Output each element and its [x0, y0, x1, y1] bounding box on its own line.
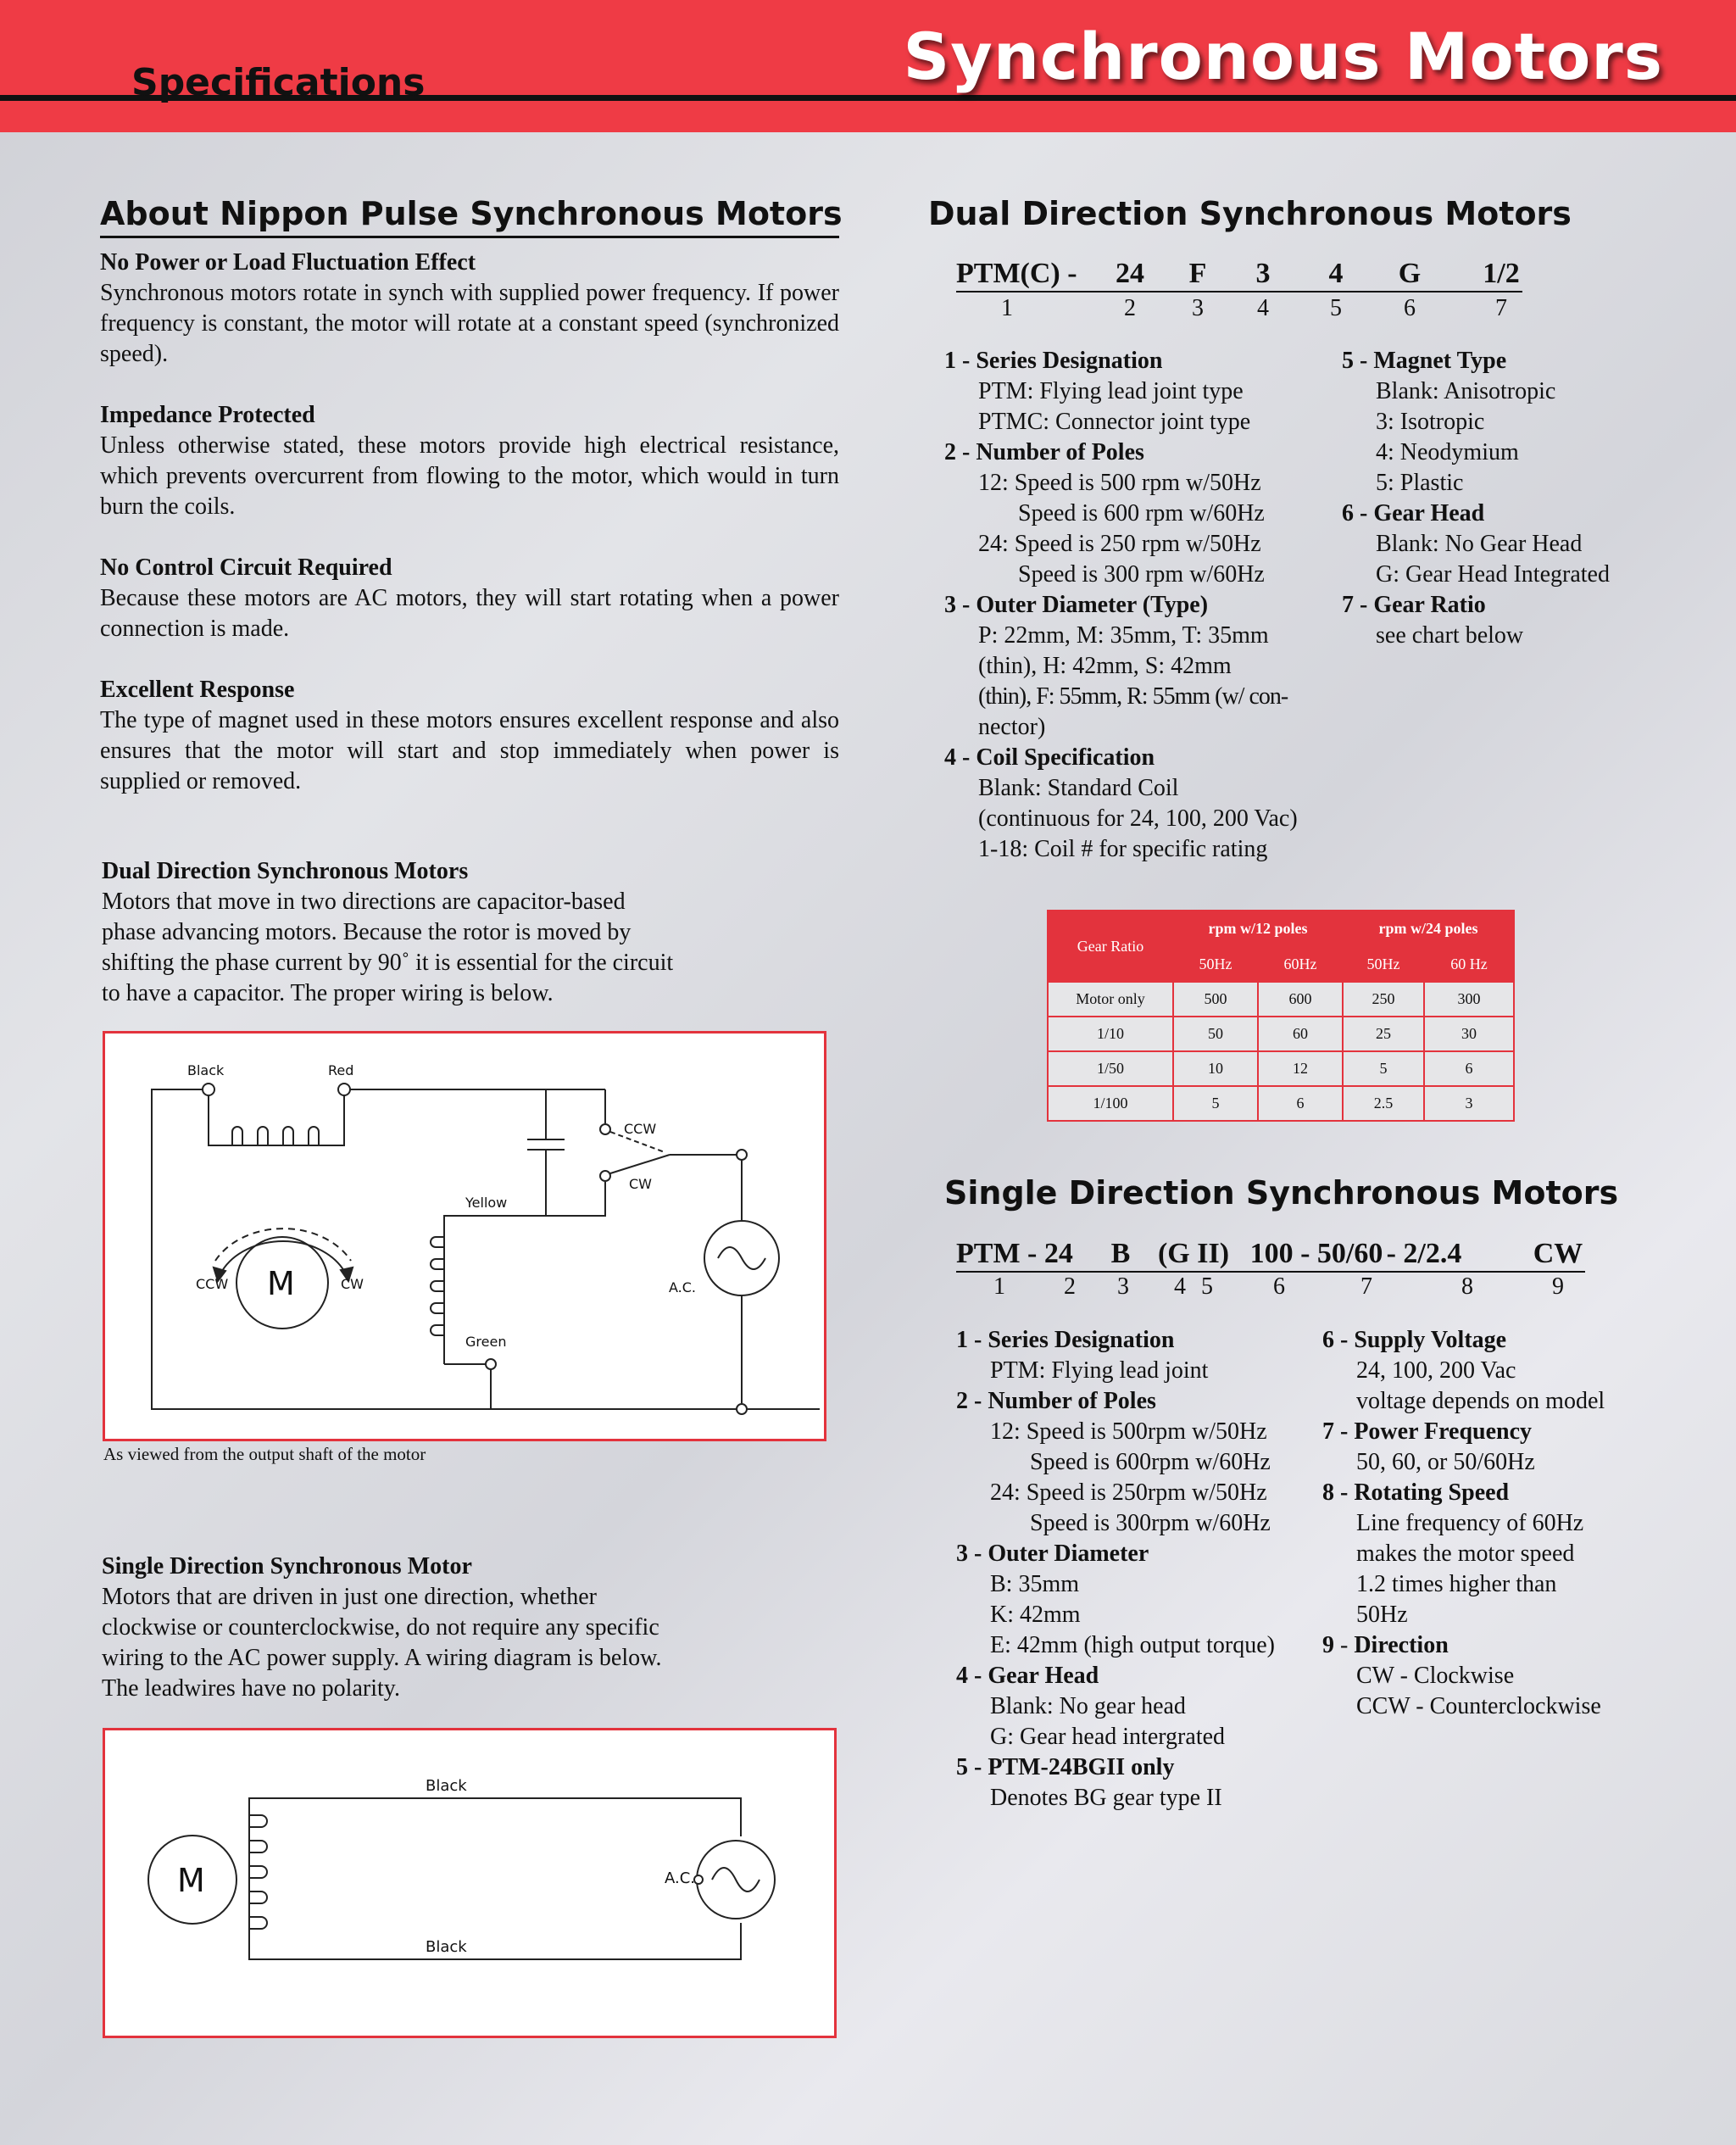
legend-item: PTM: Flying lead joint type — [978, 378, 1244, 404]
section-label: Specifications — [131, 61, 426, 104]
legend-heading — [1322, 1630, 1661, 1661]
label-red-lead: Red — [328, 1062, 354, 1078]
about-section — [100, 248, 839, 797]
about-item — [100, 553, 839, 644]
about-item-text: The type of magnet used in these motors ensures excellent response and also ensures that the motor will start and stop immediately when power is supplied or removed. — [100, 707, 839, 794]
label-ccw-rotation: CCW — [196, 1276, 229, 1292]
legend-item: CCW - Counterclockwise — [1356, 1693, 1601, 1719]
single-code-number: 3 — [1117, 1273, 1129, 1300]
legend-item: 24: Speed is 250rpm w/50Hz — [990, 1479, 1267, 1506]
about-item — [100, 400, 839, 522]
dual-code-part: F — [1188, 258, 1207, 289]
table-cell: 5 — [1173, 1086, 1258, 1121]
legend-item: E: 42mm (high output torque) — [990, 1632, 1275, 1658]
legend-item: 12: Speed is 500rpm w/50Hz — [990, 1418, 1267, 1445]
dual-intro-heading: Dual Direction Synchronous Motors — [102, 858, 469, 884]
table-cell: 6 — [1258, 1086, 1343, 1121]
about-item — [100, 675, 839, 797]
label-black-top: Black — [426, 1777, 467, 1795]
single-intro — [102, 1552, 678, 1704]
legend-item: (continuous for 24, 100, 200 Vac) — [978, 805, 1298, 832]
table-cell: 3 — [1424, 1086, 1514, 1121]
gear-table-subhead: 60Hz — [1258, 946, 1343, 982]
dual-code-part: G — [1398, 258, 1422, 289]
legend-item: Blank: No gear head — [990, 1693, 1186, 1719]
dual-intro-text: Motors that move in two directions are capacitor-based phase advancing motors. Because the rotor is moved by shifting the phase current by 90˚ it is essential for the circuit to have a capacitor. The proper wiring is below. — [102, 889, 674, 1006]
single-legend-left — [956, 1325, 1329, 1814]
legend-heading: 1 - Series Designation — [944, 348, 1163, 374]
table-row — [1048, 1017, 1514, 1051]
table-cell: 6 — [1424, 1051, 1514, 1086]
dual-code-part: 24 — [1116, 258, 1144, 289]
table-row — [1048, 1051, 1514, 1086]
legend-heading-sep: - — [1334, 1632, 1355, 1658]
table-cell: 25 — [1343, 1017, 1424, 1051]
label-ccw-switch: CCW — [624, 1121, 657, 1137]
table-cell: 10 — [1173, 1051, 1258, 1086]
table-cell: 1/10 — [1048, 1017, 1173, 1051]
dual-part-numbers — [956, 295, 1524, 326]
legend-item: (thin), F: 55mm, R: 55mm (w/ con- — [978, 683, 1288, 710]
legend-item: Blank: No Gear Head — [1376, 531, 1583, 557]
table-cell: 12 — [1258, 1051, 1343, 1086]
single-intro-text: Motors that are driven in just one direction, whether clockwise or counterclockwise, do not require any specific wiring to the AC power supply. A wiring diagram is below. The leadwires have no polarity. — [102, 1584, 662, 1702]
dual-intro — [102, 856, 678, 1009]
label-motor: M — [177, 1862, 205, 1899]
legend-item: Speed is 600 rpm w/60Hz — [1018, 500, 1265, 526]
dual-code-part: 3 — [1255, 258, 1271, 289]
single-code-part: 100 - 50/60 — [1249, 1238, 1383, 1269]
about-item — [100, 248, 839, 370]
about-item-text: Because these motors are AC motors, they will start rotating when a power connection is made. — [100, 585, 839, 642]
table-cell: 1/100 — [1048, 1086, 1173, 1121]
single-code-part: (G II) — [1157, 1238, 1230, 1269]
single-code-number: 7 — [1360, 1273, 1372, 1300]
legend-item: Denotes BG gear type II — [990, 1785, 1222, 1811]
gear-table-group-12: rpm w/12 poles — [1173, 911, 1343, 946]
dual-code-number: 3 — [1192, 295, 1204, 321]
dual-wiring-svg — [105, 1034, 824, 1439]
dual-code-number: 7 — [1495, 295, 1507, 321]
legend-item: makes the motor speed — [1356, 1540, 1575, 1567]
label-cw-rotation: CW — [341, 1276, 364, 1292]
single-wiring-svg — [105, 1730, 834, 2036]
dual-code-number: 4 — [1257, 295, 1269, 321]
legend-item: Speed is 300rpm w/60Hz — [1030, 1510, 1271, 1536]
legend-item: Speed is 300 rpm w/60Hz — [1018, 561, 1265, 588]
about-item-text: Synchronous motors rotate in synch with supplied power frequency. If power frequency is constant, the motor will rotate at a constant speed (synchronized speed). — [100, 280, 839, 367]
dual-legend-right — [1342, 346, 1664, 651]
legend-item: 4: Neodymium — [1376, 439, 1519, 465]
legend-heading: 6 - Gear Head — [1342, 500, 1485, 526]
legend-heading: 5 - PTM-24BGII only — [956, 1754, 1175, 1780]
legend-item: Blank: Anisotropic — [1376, 378, 1556, 404]
legend-heading: 4 - Coil Specification — [944, 744, 1155, 771]
legend-item: G: Gear head intergrated — [990, 1724, 1226, 1750]
table-cell: 2.5 — [1343, 1086, 1424, 1121]
legend-item: (thin), H: 42mm, S: 42mm — [978, 653, 1232, 679]
legend-heading: 5 - Magnet Type — [1342, 348, 1507, 374]
label-ac: A.C. — [665, 1869, 696, 1887]
gear-ratio-table — [1047, 910, 1515, 1122]
legend-heading: 3 - Outer Diameter — [956, 1540, 1149, 1567]
legend-item: 5: Plastic — [1376, 470, 1464, 496]
dual-code-part: 4 — [1328, 258, 1344, 289]
legend-item: Speed is 600rpm w/60Hz — [1030, 1449, 1271, 1475]
page-title: Synchronous Motors — [903, 19, 1663, 94]
table-cell: 50 — [1173, 1017, 1258, 1051]
legend-heading-number: 9 — [1322, 1632, 1334, 1658]
legend-item: 1-18: Coil # for specific rating — [978, 836, 1268, 862]
dual-code-number: 1 — [1001, 295, 1013, 321]
about-item-heading: No Power or Load Fluctuation Effect — [100, 249, 476, 276]
label-black-lead: Black — [187, 1062, 225, 1078]
legend-item: CW - Clockwise — [1356, 1663, 1515, 1689]
legend-heading: 7 - Power Frequency — [1322, 1418, 1533, 1445]
single-code-part: B — [1110, 1238, 1131, 1269]
about-item-heading: Excellent Response — [100, 677, 295, 703]
legend-heading: 2 - Number of Poles — [944, 439, 1144, 465]
legend-heading-label: Direction — [1354, 1632, 1449, 1658]
dual-code-part: PTM(C) - — [956, 258, 1077, 289]
dual-title: Dual Direction Synchronous Motors — [928, 195, 1572, 232]
single-code-number: 5 — [1201, 1273, 1213, 1300]
legend-heading: 7 - Gear Ratio — [1342, 592, 1486, 618]
table-cell: Motor only — [1048, 982, 1173, 1017]
dual-wiring-diagram — [103, 1031, 826, 1441]
single-code-number: 9 — [1552, 1273, 1564, 1300]
table-cell: 5 — [1343, 1051, 1424, 1086]
legend-item: B: 35mm — [990, 1571, 1080, 1597]
legend-item: 3: Isotropic — [1376, 409, 1485, 435]
label-cw-switch: CW — [629, 1176, 652, 1192]
legend-item: G: Gear Head Integrated — [1376, 561, 1610, 588]
dual-code-number: 5 — [1330, 295, 1342, 321]
single-legend-right — [1322, 1325, 1661, 1722]
single-part-numbers — [956, 1273, 1592, 1304]
about-item-heading: No Control Circuit Required — [100, 554, 392, 581]
single-code-number: 1 — [993, 1273, 1005, 1300]
legend-heading: 2 - Number of Poles — [956, 1388, 1156, 1414]
table-row — [1048, 982, 1514, 1017]
legend-heading: 8 - Rotating Speed — [1322, 1479, 1510, 1506]
single-code-underline — [956, 1271, 1585, 1273]
single-code-number: 2 — [1064, 1273, 1076, 1300]
legend-item: 24, 100, 200 Vac — [1356, 1357, 1516, 1384]
legend-item: P: 22mm, M: 35mm, T: 35mm — [978, 622, 1269, 649]
dual-part-code — [956, 258, 1524, 292]
legend-item: 24: Speed is 250 rpm w/50Hz — [978, 531, 1261, 557]
table-cell: 250 — [1343, 982, 1424, 1017]
legend-item: 50, 60, or 50/60Hz — [1356, 1449, 1535, 1475]
label-yellow-lead: Yellow — [465, 1195, 508, 1211]
gear-table-subhead: 50Hz — [1343, 946, 1424, 982]
single-code-part: - 2/2.4 — [1386, 1238, 1462, 1269]
legend-heading: 6 - Supply Voltage — [1322, 1327, 1507, 1353]
legend-heading: 3 - Outer Diameter (Type) — [944, 592, 1209, 618]
label-black-bottom: Black — [426, 1938, 467, 1956]
legend-item: Line frequency of 60Hz — [1356, 1510, 1584, 1536]
gear-table-corner: Gear Ratio — [1048, 911, 1173, 982]
about-title: About Nippon Pulse Synchronous Motors — [100, 195, 843, 232]
dual-code-underline — [956, 291, 1522, 292]
single-wiring-diagram — [103, 1728, 837, 2038]
label-ac: A.C. — [669, 1279, 697, 1295]
about-title-rule — [100, 236, 839, 238]
table-cell: 500 — [1173, 982, 1258, 1017]
gear-table-group-24: rpm w/24 poles — [1343, 911, 1514, 946]
single-code-number: 8 — [1461, 1273, 1473, 1300]
single-code-part: PTM - 24 — [956, 1238, 1073, 1269]
legend-heading: 4 - Gear Head — [956, 1663, 1099, 1689]
legend-heading: 1 - Series Designation — [956, 1327, 1175, 1353]
legend-item: PTM: Flying lead joint — [990, 1357, 1209, 1384]
gear-table-subhead: 50Hz — [1173, 946, 1258, 982]
single-code-number: 6 — [1273, 1273, 1285, 1300]
legend-item: 12: Speed is 500 rpm w/50Hz — [978, 470, 1261, 496]
legend-item: 50Hz — [1356, 1602, 1408, 1628]
single-code-part: CW — [1533, 1238, 1583, 1269]
single-intro-heading: Single Direction Synchronous Motor — [102, 1553, 472, 1580]
legend-item: Blank: Standard Coil — [978, 775, 1179, 801]
table-cell: 600 — [1258, 982, 1343, 1017]
single-code-number: 4 — [1174, 1273, 1186, 1300]
single-title: Single Direction Synchronous Motors — [944, 1174, 1619, 1212]
label-green-lead: Green — [465, 1334, 507, 1350]
legend-item: PTMC: Connector joint type — [978, 409, 1251, 435]
dual-code-part: 1/2 — [1483, 258, 1520, 289]
about-item-text: Unless otherwise stated, these motors provide high electrical resistance, which prevents overcurrent from flowing to the motor, which would in turn burn the coils. — [100, 432, 839, 520]
legend-item: see chart below — [1376, 622, 1524, 649]
legend-item: 1.2 times higher than — [1356, 1571, 1557, 1597]
legend-item: K: 42mm — [990, 1602, 1081, 1628]
legend-item: voltage depends on model — [1356, 1388, 1605, 1414]
about-item-heading: Impedance Protected — [100, 402, 315, 428]
gear-table-subhead: 60 Hz — [1424, 946, 1514, 982]
dual-legend-left — [944, 346, 1343, 865]
single-part-code — [956, 1238, 1592, 1272]
dual-code-number: 2 — [1124, 295, 1136, 321]
table-cell: 60 — [1258, 1017, 1343, 1051]
dual-diagram-caption: As viewed from the output shaft of the motor — [103, 1444, 426, 1464]
table-cell: 1/50 — [1048, 1051, 1173, 1086]
legend-item: nector) — [978, 714, 1046, 740]
table-cell: 300 — [1424, 982, 1514, 1017]
label-motor: M — [267, 1265, 295, 1302]
table-row — [1048, 1086, 1514, 1121]
table-cell: 30 — [1424, 1017, 1514, 1051]
dual-code-number: 6 — [1404, 295, 1416, 321]
